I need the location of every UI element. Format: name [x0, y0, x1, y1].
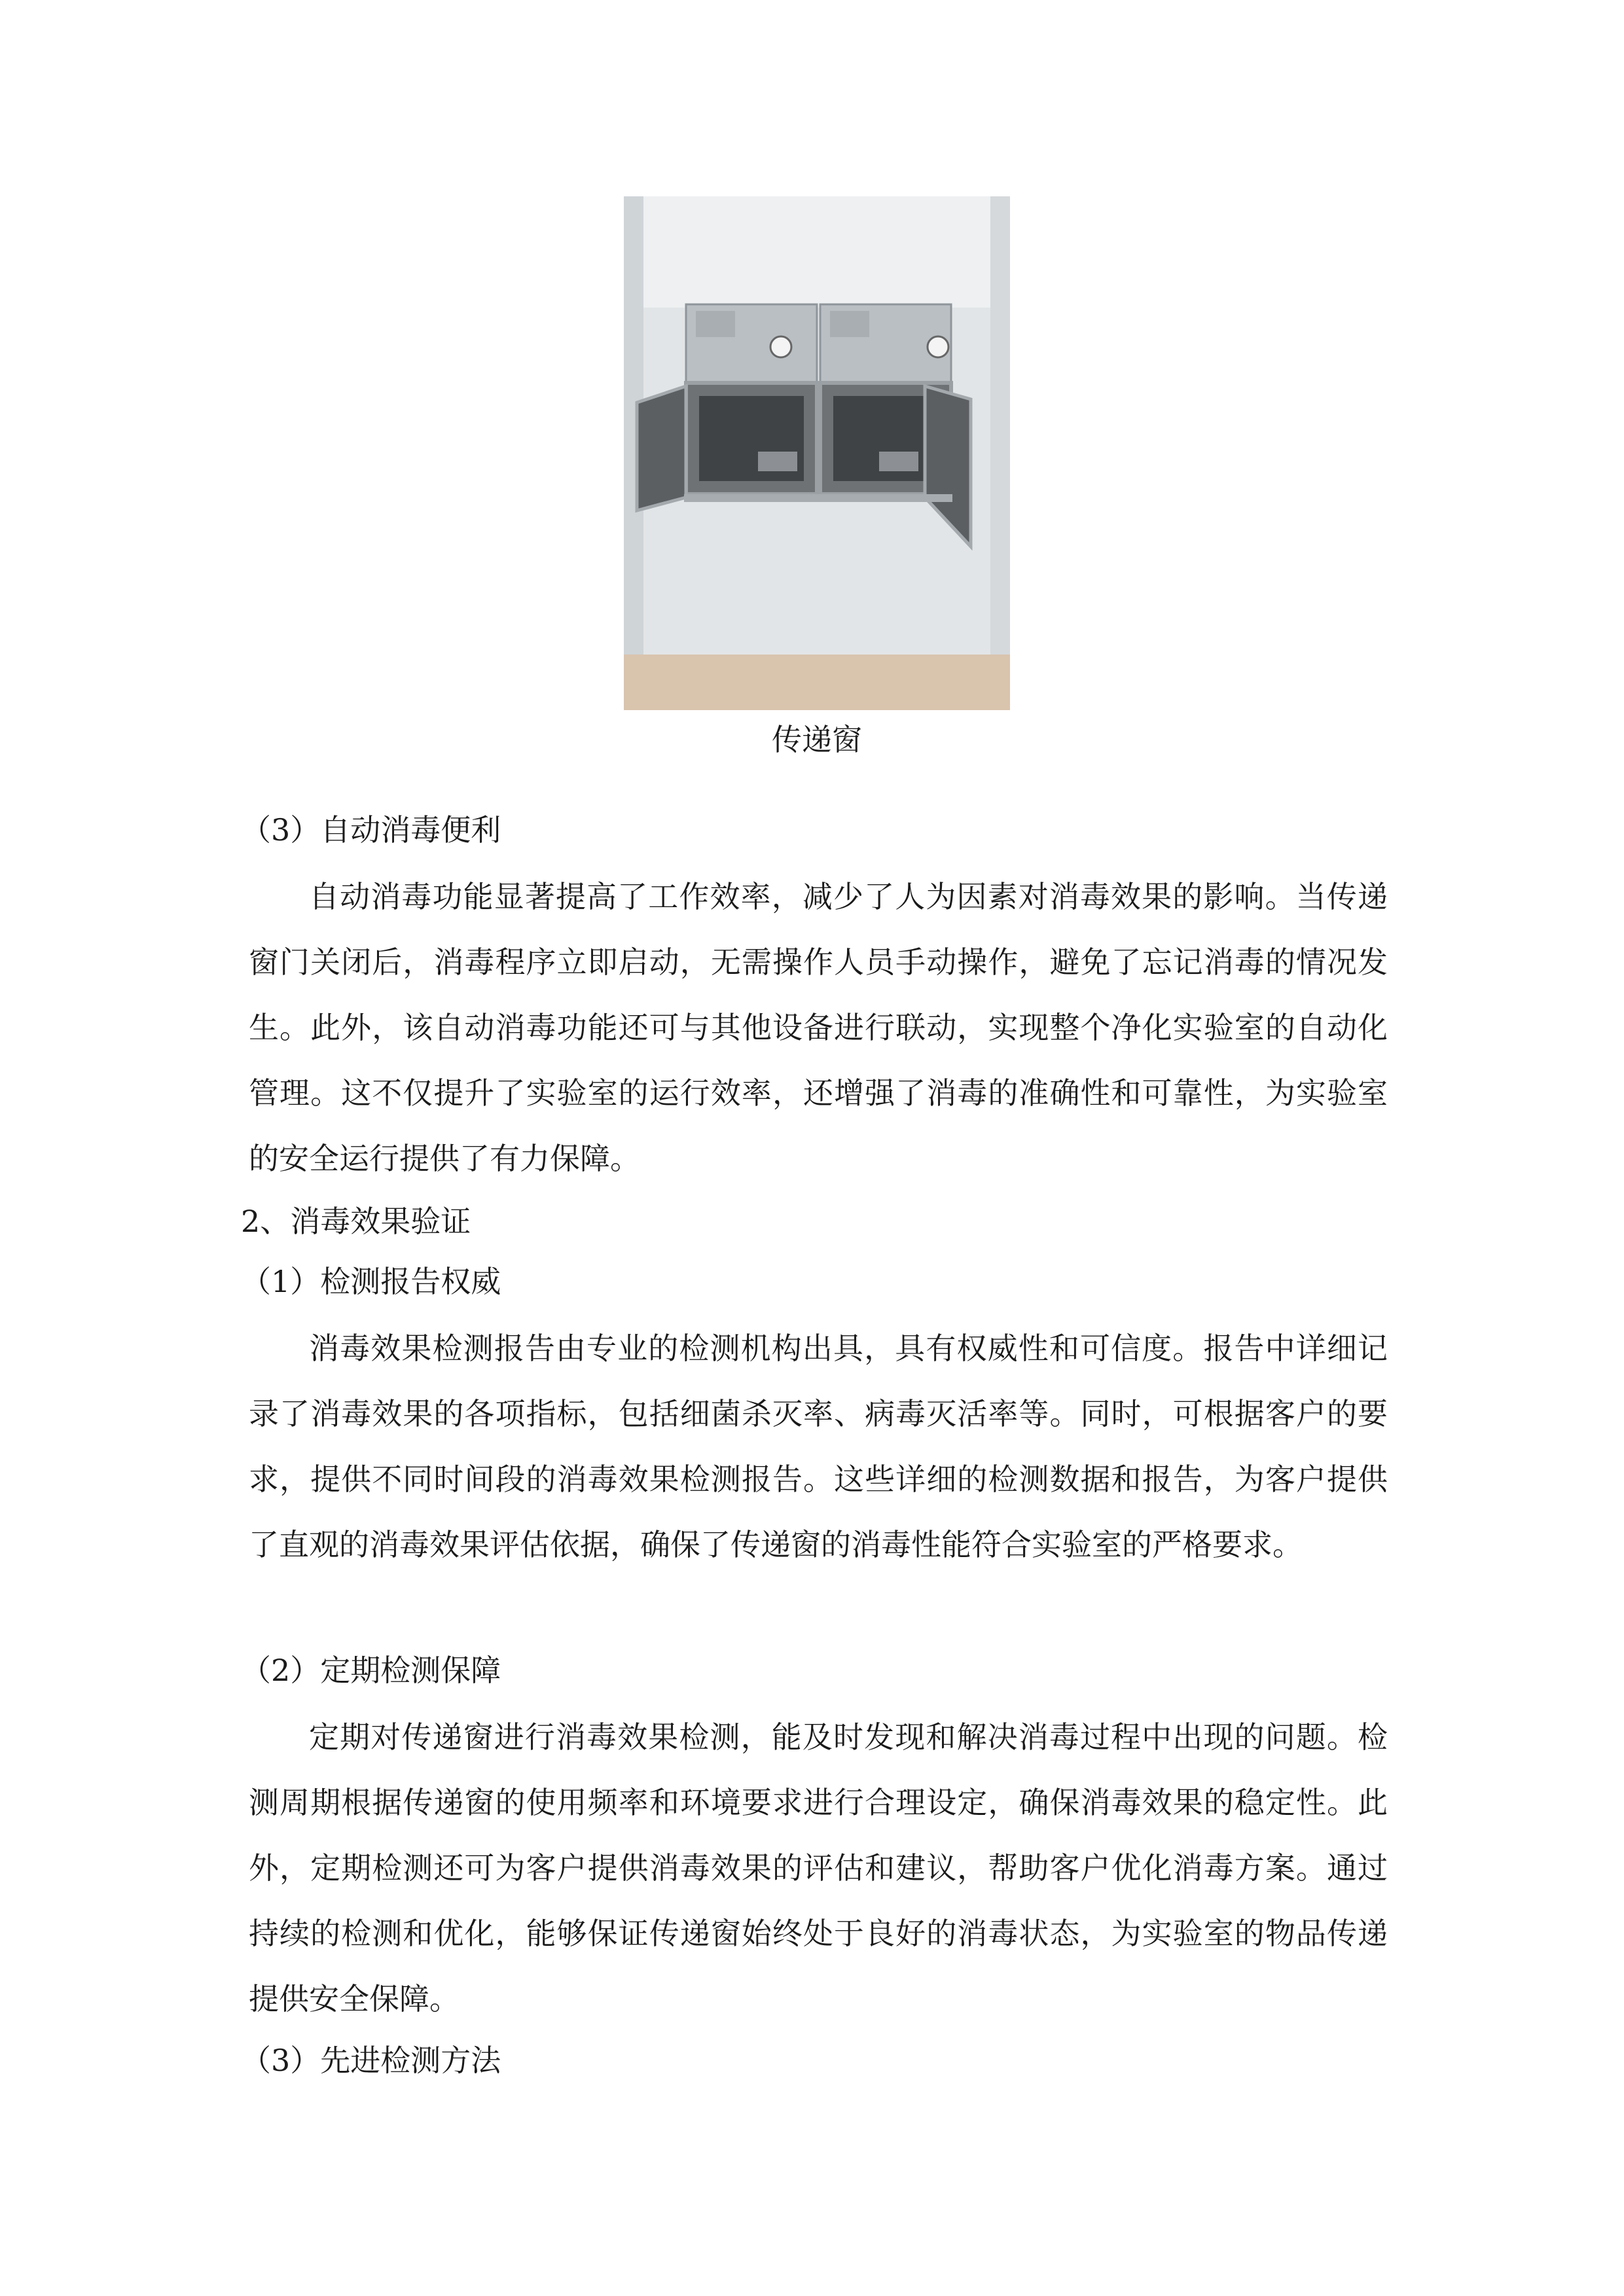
pass-box-photo: [624, 196, 1010, 710]
section-heading-advanced-methods: （3）先进检测方法: [241, 2043, 501, 2078]
section-title-effect-verification: 2、消毒效果验证: [241, 1204, 471, 1239]
section-heading-authoritative-report: （1）检测报告权威: [241, 1264, 501, 1299]
figure-caption: 传递窗: [772, 722, 862, 757]
section-heading-periodic-testing: （2）定期检测保障: [241, 1653, 501, 1688]
paragraph-auto-disinfection: 自动消毒功能显著提高了工作效率，减少了人为因素对消毒效果的影响。当传递窗门关闭后，消毒程序立即启动，无需操作人员手动操作，避免了忘记消毒的情况发生。此外，该自动消毒功能还可与其他设备进行联动，实现整个净化实验室的自动化管理。这不仅提升了实验室的运行效率，还增强了消毒的准确性和可靠性，为实验室的安全运行提供了有力保障。: [249, 879, 1388, 1176]
pass-box-illustration: [624, 196, 1010, 710]
paragraph-authoritative-report: 消毒效果检测报告由专业的检测机构出具，具有权威性和可信度。报告中详细记录了消毒效果的各项指标，包括细菌杀灭率、病毒灭活率等。同时，可根据客户的要求，提供不同时间段的消毒效果检测报告。这些详细的检测数据和报告，为客户提供了直观的消毒效果评估依据，确保了传递窗的消毒性能符合实验室的严格要求。: [249, 1331, 1388, 1562]
paragraph-periodic-testing: 定期对传递窗进行消毒效果检测，能及时发现和解决消毒过程中出现的问题。检测周期根据传递窗的使用频率和环境要求进行合理设定，确保消毒效果的稳定性。此外，定期检测还可为客户提供消毒效果的评估和建议，帮助客户优化消毒方案。通过持续的检测和优化，能够保证传递窗始终处于良好的消毒状态，为实验室的物品传递提供安全保障。: [249, 1719, 1388, 2017]
section-heading-auto-disinfection: （3）自动消毒便利: [241, 812, 501, 848]
